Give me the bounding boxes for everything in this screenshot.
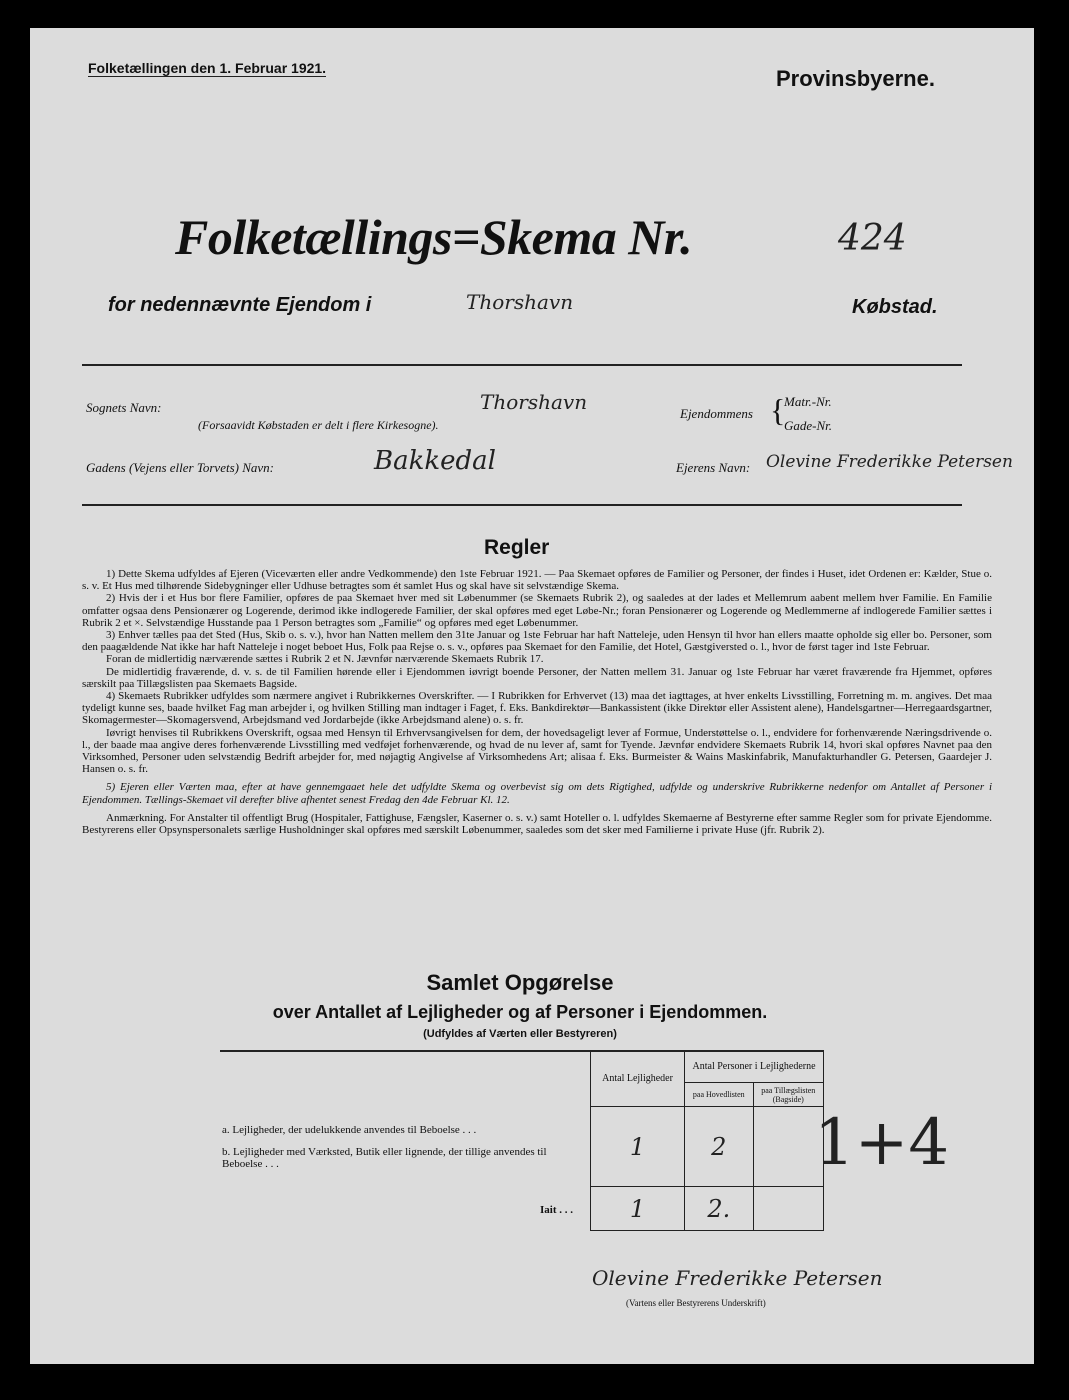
row-a-label: a. Lejligheder, der udelukkende anvendes til Beboelse . . .	[222, 1124, 477, 1136]
col-supp-header: paa Tillægslisten (Bagside)	[753, 1083, 823, 1107]
top-divider	[82, 364, 962, 366]
rule-2: 2) Hvis der i et Hus bor flere Familier, opføres de paa Skemaet hver med sit Løbenummer (se Skemaets Rubrik 2), og saaledes at der lades et Mellemrum aabent mellem hver Familie. En Familie omfatter ogsaa dens Pensionærer og Logerende, derimod ikke indlogerede Familier, der skal opføres med eget Løbe-Nr.; foran Pensionærer og Logerende og Medlemmerne af indlogerede Familier sættes i Rubrik 2 et ×. Selvstændige Husstande paa 1 Person betragtes som „Familie“ og opføres med eget Løbenummer.	[82, 592, 992, 629]
summary-title: Samlet Opgørelse	[426, 970, 614, 995]
parish-label: Sognets Navn:	[86, 400, 162, 415]
margin-note: 1+4	[814, 1106, 950, 1180]
total-label: Iait . . .	[540, 1204, 573, 1216]
rules-text	[82, 568, 992, 836]
brace: {	[770, 392, 786, 428]
form-number: 424	[838, 218, 907, 259]
region-header: Provinsbyerne.	[776, 66, 935, 91]
street-value: Bakkedal	[374, 446, 496, 476]
town-name: Thorshavn	[466, 290, 574, 314]
rule-4: 4) Skemaets Rubrikker udfyldes som nærmere angivet i Rubrikkernes Overskrifter. — I Rubrikken for Erhvervet (13) maa det iagttages, at hver enkelts Livsstilling, Forretning m. m. angives. Det maa tydeligt kunne ses, baade hvilket Fag man arbejder i, og hvilken Stilling man indtager i Faget, f. Eks. Bankdirektør—Bankassistent (ikke Direktør eller Assistent alene), Handelsgartner—Herregaardsgartner, Skomagermester—Skomagersvend, Arbejdsmand ved Jordarbejde (ikke Arbejdsmand alene) o. s. fr.	[82, 690, 992, 727]
col-main-header: paa Hovedlisten	[685, 1083, 753, 1107]
rule-1: 1) Dette Skema udfyldes af Ejeren (Viceværten eller andre Vedkommende) den 1ste Februar 1921. — Paa Skemaet opføres de Familier og Personer, der findes i Huset, idet Ordenen er: Kælder, Stue o. s. v. Et Hus med tilhørende Sidebygninger eller Udhuse betragtes som ét samlet Hus og skal have sit selvstændige Skema.	[82, 568, 992, 593]
parish-note: (Forsaavidt Købstaden er delt i flere Kirkesogne).	[198, 418, 439, 432]
row-a-persons: 2	[685, 1107, 753, 1187]
summary-subtitle: over Antallet af Lejligheder og af Personer i Ejendommen.	[272, 1002, 768, 1022]
rule-4b: Iøvrigt henvises til Rubrikkens Overskrift, ogsaa med Hensyn til Erhvervsangivelsen for dem, der hovedsageligt lever af Formue, Understøttelse o. l., endvidere for forhenværende Næringsdrivende o. l., der baade maa angive deres forhenværende Livsstilling med vedføjet forhenværende, og hvad de nu lever af, samt for Tyende. Jævnfør endvidere Skemaets Rubrik 14, hvori skal opføres Navnet paa den Virksomhed, Personer uden selvstændig Bedrift arbejder for, med nøjagtig Angivelse af Virksomhedens Art; alisaa f. Eks. Burmeister & Wains Maskinfabrik, Manufakturhandler G. Petersen, Gaardejer J. Hansen o. s. fr.	[82, 726, 992, 776]
subtitle-left: for nedennævnte Ejendom i	[108, 294, 372, 316]
rules-heading: Regler	[484, 536, 550, 559]
gade-label: Gade-Nr.	[784, 418, 833, 433]
row-b-label: b. Lejligheder med Værksted, Butik eller lignende, der tillige anvendes til Beboelse . . .	[222, 1146, 547, 1170]
rule-3b: Foran de midlertidig nærværende sættes i Rubrik 2 et N. Jævnfør nærværende Skemaets Rubrik 17.	[106, 653, 544, 666]
summary-table	[590, 1050, 824, 1231]
subtitle-right: Købstad.	[852, 296, 938, 318]
col-persons-header: Antal Personer i Lejlighederne	[685, 1051, 824, 1083]
col-apartments-header: Antal Lejligheder	[591, 1051, 685, 1107]
rule-3c: De midlertidig fraværende, d. v. s. de til Familien hørende eller i Ejendommen iøvrigt boende Personer, der Natten mellem 31. Januar og 1ste Februar har været fraværende fra Hjemmet, opføres særskilt paa Tillægslisten paa Skemaets Bagside.	[82, 665, 992, 690]
mid-divider	[82, 504, 962, 506]
owner-label: Ejerens Navn:	[676, 460, 751, 475]
property-label: Ejendommens	[680, 406, 753, 421]
total-persons: 2.	[685, 1187, 753, 1231]
rule-3: 3) Enhver tælles paa det Sted (Hus, Skib o. s. v.), hvor han Natten mellem den 31te Januar og 1ste Februar har haft Natteleje, uden Hensyn til hvor han ellers maatte opholde sig eller bo. Personer, som den paagældende Nat ikke har haft Natteleje i noget beboet Hus, Folk paa Rejse o. s. v., opføres paa Skemaet for den Familie, det Hotel, Gæstgiversted o. l., hvor de først tager ind 1ste Februar.	[82, 629, 992, 654]
summary-note: (Udfyldes af Værten eller Bestyreren)	[423, 1028, 617, 1040]
matr-label: Matr.-Nr.	[784, 394, 832, 409]
owner-signature: Olevine Frederikke Petersen	[592, 1266, 883, 1290]
row-a-apartments: 1	[591, 1107, 685, 1187]
rule-5: 5) Ejeren eller Værten maa, efter at have gennemgaaet hele det udfyldte Skema og overbevist sig om dets Rigtighed, udfylde og underskrive Rubrikkerne nedenfor om Antallet af Personer i Ejendommen. Tællings-Skemaet vil derefter blive afhentet senest Fredag den 4de Februar Kl. 12.	[82, 781, 992, 806]
signature-caption: (Vartens eller Bestyrerens Underskrift)	[626, 1298, 766, 1308]
rule-note: Anmærkning. For Anstalter til offentligt Brug (Hospitaler, Fattighuse, Fængsler, Kaserner o. s. v.) samt Hoteller o. l. udfyldes Skemaerne af Bestyrerne efter samme Regler som for private Ejendomme. Bestyrerens eller Opsynspersonalets særlige Husholdninger skal opføres med særskilt Løbenummer, saaledes som det sker med Familierne i private Huse (jfr. Rubrik 2).	[82, 811, 992, 837]
owner-value: Olevine Frederikke Petersen	[766, 452, 1013, 472]
form-title: Folketællings=Skema Nr.	[175, 209, 693, 265]
census-form-page	[30, 28, 1034, 1364]
census-date-header: Folketællingen den 1. Februar 1921.	[88, 60, 327, 76]
total-apartments: 1	[591, 1187, 685, 1231]
parish-value: Thorshavn	[480, 390, 588, 414]
street-label: Gadens (Vejens eller Torvets) Navn:	[86, 460, 274, 475]
